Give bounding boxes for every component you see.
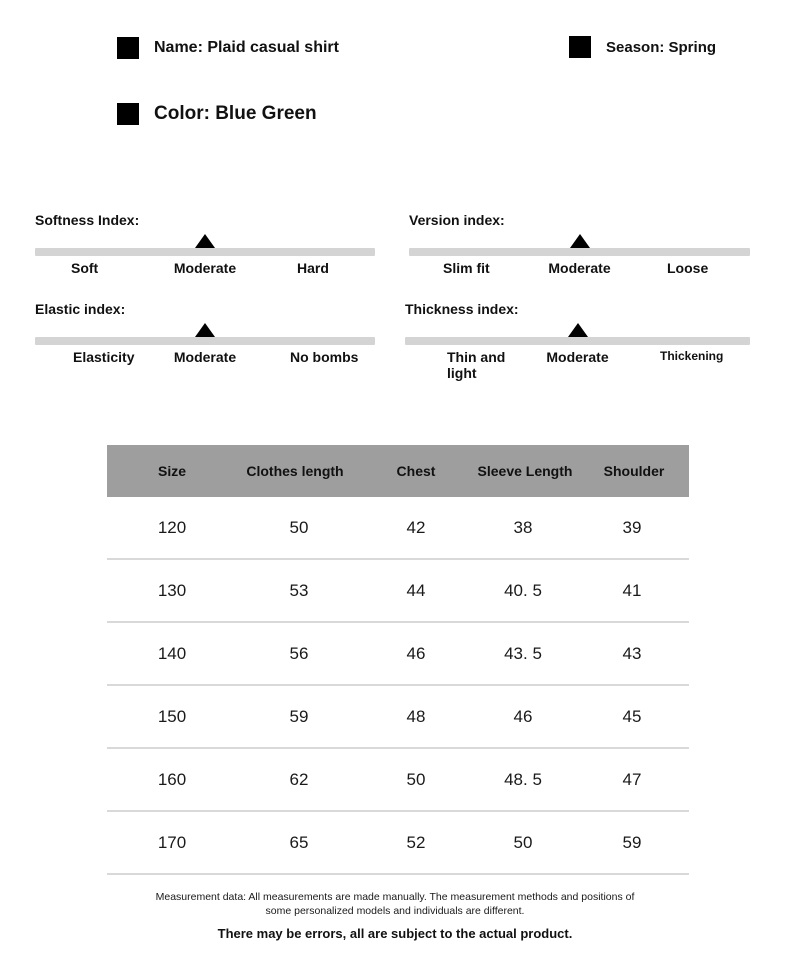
table-row xyxy=(107,749,689,812)
cell-chest: 50 xyxy=(406,769,426,789)
version-label-low: Slim fit xyxy=(443,260,490,276)
cell-sleeve-length: 43. 5 xyxy=(504,643,542,663)
elastic-index-slider xyxy=(35,323,375,385)
softness-index-block xyxy=(35,212,375,296)
table-row xyxy=(107,560,689,623)
softness-index-labels xyxy=(35,260,375,300)
softness-index-title: Softness Index: xyxy=(35,212,140,228)
elastic-index-block xyxy=(35,301,375,385)
cell-sleeve-length: 50 xyxy=(513,832,533,852)
elastic-label-high: No bombs xyxy=(290,349,359,365)
cell-shoulder: 43 xyxy=(622,643,642,663)
slider-track xyxy=(405,337,750,345)
cell-sleeve-length: 48. 5 xyxy=(504,769,542,789)
elastic-label-mid: Moderate xyxy=(173,349,237,365)
cell-sleeve-length: 38 xyxy=(513,517,533,537)
thickness-index-title: Thickness index: xyxy=(405,301,519,317)
cell-size: 120 xyxy=(157,517,187,537)
cell-sleeve-length: 40. 5 xyxy=(504,580,542,600)
version-index-labels xyxy=(409,260,750,300)
thickness-label-mid: Moderate xyxy=(546,349,609,365)
column-header-size: Size xyxy=(157,462,186,479)
version-label-high: Loose xyxy=(667,260,709,276)
slider-marker-triangle-icon xyxy=(195,234,215,248)
cell-size: 130 xyxy=(157,580,187,600)
slider-marker-triangle-icon xyxy=(570,234,590,248)
attribute-name xyxy=(117,37,339,59)
table-row xyxy=(107,497,689,560)
cell-chest: 48 xyxy=(406,706,426,726)
cell-clothes-length: 53 xyxy=(289,580,309,600)
size-table-header-row xyxy=(107,445,689,497)
cell-sleeve-length: 46 xyxy=(513,706,533,726)
bullet-square-icon xyxy=(117,103,139,125)
cell-chest: 42 xyxy=(406,517,426,537)
version-index-slider xyxy=(409,234,750,296)
column-header-sleeve-length: Sleeve Length xyxy=(477,462,573,479)
cell-size: 140 xyxy=(157,643,187,663)
slider-track xyxy=(409,248,750,256)
cell-shoulder: 59 xyxy=(622,832,642,852)
cell-clothes-length: 65 xyxy=(289,832,309,852)
error-note: There may be errors, all are subject to the actual product. xyxy=(217,926,573,942)
table-row xyxy=(107,623,689,686)
thickness-label-high: Thickening xyxy=(660,349,724,363)
cell-chest: 46 xyxy=(406,643,426,663)
elastic-label-low: Elasticity xyxy=(73,349,135,365)
thickness-index-slider xyxy=(405,323,750,385)
thickness-index-block xyxy=(405,301,750,385)
bullet-square-icon xyxy=(569,36,591,58)
cell-shoulder: 45 xyxy=(622,706,642,726)
measurement-fine-print: Measurement data: All measurements are made manually. The measurement methods and positions of some personalized models and individuals are different. xyxy=(155,891,635,918)
thickness-label-low: Thin and light xyxy=(447,349,506,382)
softness-index-slider xyxy=(35,234,375,296)
cell-size: 160 xyxy=(157,769,187,789)
slider-track xyxy=(35,337,375,345)
slider-track xyxy=(35,248,375,256)
attribute-season xyxy=(569,36,716,58)
version-index-block xyxy=(409,212,750,296)
version-label-mid: Moderate xyxy=(548,260,611,276)
column-header-chest: Chest xyxy=(396,462,436,479)
cell-chest: 44 xyxy=(406,580,426,600)
table-row xyxy=(107,812,689,875)
cell-size: 170 xyxy=(157,832,187,852)
version-index-title: Version index: xyxy=(409,212,505,228)
softness-label-low: Soft xyxy=(71,260,99,276)
cell-shoulder: 47 xyxy=(622,769,642,789)
cell-clothes-length: 62 xyxy=(289,769,309,789)
table-row xyxy=(107,686,689,749)
cell-chest: 52 xyxy=(406,832,426,852)
column-header-clothes-length: Clothes length xyxy=(246,462,344,479)
slider-marker-triangle-icon xyxy=(195,323,215,337)
column-header-shoulder: Shoulder xyxy=(603,462,665,479)
softness-label-high: Hard xyxy=(297,260,329,276)
elastic-index-title: Elastic index: xyxy=(35,301,126,317)
bullet-square-icon xyxy=(117,37,139,59)
cell-shoulder: 39 xyxy=(622,517,642,537)
footer-disclaimer xyxy=(95,890,695,954)
attribute-color xyxy=(117,103,317,125)
size-table xyxy=(107,445,689,875)
attribute-name-label: Name: Plaid casual shirt xyxy=(154,39,339,56)
cell-size: 150 xyxy=(157,706,187,726)
softness-label-mid: Moderate xyxy=(173,260,237,276)
cell-clothes-length: 56 xyxy=(289,643,309,663)
attribute-season-label: Season: Spring xyxy=(606,38,717,56)
attribute-color-label: Color: Blue Green xyxy=(154,103,317,124)
cell-clothes-length: 50 xyxy=(289,517,309,537)
cell-shoulder: 41 xyxy=(622,580,642,600)
cell-clothes-length: 59 xyxy=(289,706,309,726)
slider-marker-triangle-icon xyxy=(568,323,588,337)
elastic-index-labels xyxy=(35,349,375,389)
thickness-index-labels xyxy=(405,349,750,389)
